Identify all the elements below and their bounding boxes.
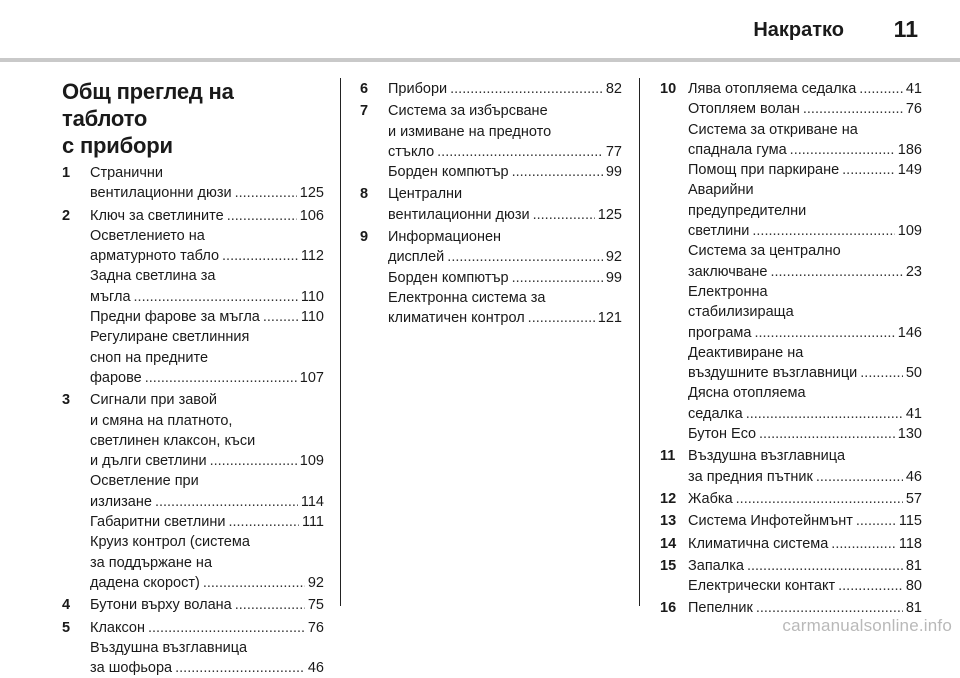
page-reference[interactable]: 81 xyxy=(905,557,922,574)
entry-line xyxy=(388,79,622,99)
callout-number: 15 xyxy=(660,557,677,574)
entry-line xyxy=(688,446,922,466)
dot-leader xyxy=(222,246,298,266)
callout-number: 8 xyxy=(360,186,369,203)
page-number: 11 xyxy=(893,16,918,42)
entry-line xyxy=(688,511,922,531)
page-reference[interactable]: 82 xyxy=(605,81,622,97)
entry-line xyxy=(388,142,622,162)
entry-line xyxy=(90,163,324,183)
section-title-line: с прибори xyxy=(62,133,173,158)
entry-line xyxy=(90,658,324,678)
index-entry xyxy=(62,618,324,678)
dot-leader xyxy=(450,79,603,99)
entry-text: климатичен контрол xyxy=(388,310,525,327)
callout-number: 13 xyxy=(660,513,677,530)
dot-leader xyxy=(746,404,903,424)
dot-leader xyxy=(512,162,603,182)
entry-text: Информационен xyxy=(388,229,502,246)
entry-text: Странични xyxy=(90,165,164,181)
page-reference[interactable]: 107 xyxy=(299,369,324,386)
index-entry xyxy=(360,79,622,99)
page-reference[interactable]: 118 xyxy=(898,535,922,552)
entry-line xyxy=(388,288,622,308)
entry-line xyxy=(688,404,922,424)
entry-text: дисплей xyxy=(388,249,445,266)
entry-line xyxy=(688,556,922,576)
entry-line xyxy=(388,227,622,247)
page-reference[interactable]: 125 xyxy=(299,185,324,202)
page-reference[interactable]: 114 xyxy=(300,493,324,510)
column-middle xyxy=(360,78,622,329)
entry-text: Борден компютър xyxy=(388,269,509,286)
header-divider xyxy=(0,58,960,62)
entry-text: Жабка xyxy=(688,490,733,507)
entry-line xyxy=(90,411,324,431)
entry-line xyxy=(388,247,622,267)
entry-line xyxy=(388,308,622,328)
page-reference[interactable]: 46 xyxy=(905,468,922,485)
entry-text: Клаксон xyxy=(90,619,145,636)
page-reference[interactable]: 41 xyxy=(905,81,922,97)
entry-text: Регулиране светлинния xyxy=(90,329,250,346)
index-entry xyxy=(360,101,622,182)
entry-text: за поддържане на xyxy=(90,554,213,571)
entry-text: и измиване на предното xyxy=(388,123,552,140)
callout-number: 11 xyxy=(660,448,676,465)
entry-text: заключване xyxy=(688,263,768,280)
entry-text: Отопляем волан xyxy=(688,101,800,118)
page-reference[interactable]: 111 xyxy=(301,514,324,531)
entry-line xyxy=(90,348,324,368)
entry-line xyxy=(388,162,622,182)
entry-line xyxy=(90,451,324,471)
page-reference[interactable]: 109 xyxy=(299,453,324,470)
entry-text: Габаритни светлини xyxy=(90,514,226,531)
entry-line xyxy=(688,140,922,160)
index-list xyxy=(62,163,324,678)
entry-text: мъгла xyxy=(90,288,131,305)
section-title-line: Общ преглед на таблото xyxy=(62,79,234,131)
entry-line xyxy=(688,79,922,99)
page-reference[interactable]: 110 xyxy=(300,288,324,305)
dot-leader xyxy=(155,492,298,512)
page-reference[interactable]: 76 xyxy=(905,101,922,118)
callout-number: 10 xyxy=(660,81,677,97)
entry-text: програма xyxy=(688,324,752,341)
dot-leader xyxy=(210,451,297,471)
index-entry xyxy=(660,511,922,531)
dot-leader xyxy=(227,206,297,226)
dot-leader xyxy=(803,99,903,119)
entry-text: Деактивиране на xyxy=(688,344,804,361)
entry-text: Дясна отопляема xyxy=(688,385,806,402)
entry-text: сноп на предните xyxy=(90,349,209,366)
dot-leader xyxy=(816,467,903,487)
entry-line xyxy=(90,532,324,552)
entry-line xyxy=(688,241,922,261)
dot-leader xyxy=(747,556,903,576)
index-entry xyxy=(660,534,922,554)
entry-text: спаднала гума xyxy=(688,141,787,158)
entry-line xyxy=(388,122,622,142)
dot-leader xyxy=(263,307,298,327)
watermark: carmanualsonline.info xyxy=(782,616,952,635)
entry-line xyxy=(688,467,922,487)
index-entry xyxy=(62,206,324,389)
callout-number: 6 xyxy=(360,81,369,97)
entry-line xyxy=(90,246,324,266)
column-left xyxy=(62,78,324,678)
entry-line xyxy=(388,184,622,204)
entry-text: Въздушна възглавница xyxy=(90,639,248,656)
column-divider xyxy=(639,78,640,606)
page-reference[interactable]: 130 xyxy=(897,426,922,443)
page-reference[interactable]: 77 xyxy=(605,143,622,160)
index-list xyxy=(360,79,622,329)
entry-line xyxy=(90,287,324,307)
entry-text: Прибори xyxy=(388,81,448,97)
entry-line xyxy=(688,180,922,200)
entry-line xyxy=(90,307,324,327)
dot-leader xyxy=(148,618,305,638)
entry-text: Бутони върху волана xyxy=(90,597,232,614)
entry-text: Централни xyxy=(388,186,463,203)
entry-line xyxy=(688,201,922,221)
entry-line xyxy=(90,573,324,593)
dot-leader xyxy=(437,142,603,162)
page-reference[interactable]: 23 xyxy=(905,263,922,280)
dot-leader xyxy=(175,658,305,678)
dot-leader xyxy=(235,595,305,615)
dot-leader xyxy=(838,576,903,596)
entry-line xyxy=(688,282,922,302)
entry-text: Пепелник xyxy=(688,600,753,617)
entry-text: Осветление при xyxy=(90,473,199,490)
entry-line xyxy=(90,431,324,451)
page-reference[interactable]: 115 xyxy=(898,513,922,530)
entry-line xyxy=(90,226,324,246)
entry-line xyxy=(688,262,922,282)
entry-line xyxy=(688,120,922,140)
entry-text: Предни фарове за мъгла xyxy=(90,309,260,326)
callout-number: 9 xyxy=(360,229,369,246)
entry-text: Лява отопляема седалка xyxy=(688,81,857,97)
entry-line xyxy=(90,183,324,203)
callout-number: 2 xyxy=(62,207,71,224)
entry-text: Сигнали при завой xyxy=(90,392,217,409)
entry-text: дадена скорост) xyxy=(90,574,200,591)
dot-leader xyxy=(754,323,894,343)
entry-line xyxy=(388,268,622,288)
entry-text: и смяна на платното, xyxy=(90,412,233,429)
page-reference[interactable]: 125 xyxy=(597,206,622,223)
page-reference[interactable]: 76 xyxy=(307,619,324,636)
section-title xyxy=(62,78,324,159)
dot-leader xyxy=(235,183,297,203)
entry-line xyxy=(688,424,922,444)
entry-text: арматурното табло xyxy=(90,248,220,265)
entry-line xyxy=(688,363,922,383)
page-reference[interactable]: 149 xyxy=(897,162,922,179)
dot-leader xyxy=(447,247,603,267)
entry-text: Ключ за светлините xyxy=(90,207,224,224)
running-header-title: Накратко xyxy=(753,19,844,41)
column-right xyxy=(660,78,922,619)
dot-leader xyxy=(752,221,894,241)
entry-line xyxy=(688,489,922,509)
page-reference[interactable]: 41 xyxy=(905,405,922,422)
entry-text: Борден компютър xyxy=(388,164,509,181)
index-entry xyxy=(360,184,622,225)
entry-line xyxy=(688,576,922,596)
entry-text: Електрически контакт xyxy=(688,578,836,595)
entry-text: светлинен клаксон, къси xyxy=(90,432,256,449)
entry-line xyxy=(90,368,324,388)
callout-number: 4 xyxy=(62,597,71,614)
page-reference[interactable]: 109 xyxy=(897,223,922,240)
entry-line xyxy=(90,595,324,615)
dot-leader xyxy=(512,268,603,288)
entry-text: седалка xyxy=(688,405,743,422)
entry-line xyxy=(90,512,324,532)
entry-line xyxy=(688,323,922,343)
dot-leader xyxy=(860,363,903,383)
callout-number: 16 xyxy=(660,600,677,617)
page-reference[interactable]: 75 xyxy=(307,597,324,614)
entry-text: стабилизираща xyxy=(688,304,794,321)
entry-text: Електронна система за xyxy=(388,289,546,306)
page-reference[interactable]: 146 xyxy=(897,324,922,341)
dot-leader xyxy=(145,368,297,388)
entry-text: и дълги светлини xyxy=(90,453,207,470)
entry-line xyxy=(688,383,922,403)
dot-leader xyxy=(859,79,903,99)
dot-leader xyxy=(831,534,896,554)
entry-line xyxy=(688,343,922,363)
entry-text: светлини xyxy=(688,223,750,240)
index-list xyxy=(660,79,922,619)
entry-line xyxy=(688,534,922,554)
page-reference[interactable]: 46 xyxy=(307,660,324,677)
entry-line xyxy=(688,160,922,180)
entry-text: Задна светлина за xyxy=(90,268,216,285)
entry-text: Аварийни xyxy=(688,182,754,199)
page-reference[interactable]: 99 xyxy=(605,269,622,286)
entry-line xyxy=(90,553,324,573)
dot-leader xyxy=(770,262,902,282)
entry-text: Помощ при паркиране xyxy=(688,162,840,179)
column-divider xyxy=(340,78,341,606)
page-reference[interactable]: 106 xyxy=(299,207,324,224)
index-entry xyxy=(62,163,324,204)
index-entry xyxy=(660,489,922,509)
entry-text: въздушните възглавници xyxy=(688,365,858,382)
entry-text: Осветлението на xyxy=(90,227,205,244)
index-entry xyxy=(660,446,922,487)
dot-leader xyxy=(759,424,895,444)
entry-text: Система за избърсване xyxy=(388,103,548,120)
dot-leader xyxy=(228,512,299,532)
page-reference[interactable]: 186 xyxy=(897,141,922,158)
page-reference[interactable]: 57 xyxy=(905,490,922,507)
entry-line xyxy=(388,101,622,121)
page-reference[interactable]: 92 xyxy=(307,574,324,591)
callout-number: 12 xyxy=(660,490,677,507)
dot-leader xyxy=(528,308,595,328)
dot-leader xyxy=(856,511,896,531)
callout-number: 14 xyxy=(660,535,677,552)
entry-text: Система Инфотейнмънт xyxy=(688,513,853,530)
entry-text: Бутон Eco xyxy=(688,426,757,443)
entry-text: вентилационни дюзи xyxy=(90,185,232,202)
page-header xyxy=(0,0,960,58)
entry-line xyxy=(90,618,324,638)
entry-line xyxy=(688,99,922,119)
page-reference[interactable]: 112 xyxy=(300,248,324,265)
page-reference[interactable]: 99 xyxy=(605,164,622,181)
entry-line xyxy=(90,266,324,286)
dot-leader xyxy=(736,489,903,509)
page-reference[interactable]: 110 xyxy=(300,309,324,326)
page-reference[interactable]: 121 xyxy=(597,310,622,327)
index-entry xyxy=(62,595,324,615)
entry-line xyxy=(90,327,324,347)
entry-line xyxy=(688,302,922,322)
entry-text: за шофьора xyxy=(90,660,173,677)
entry-text: Климатична система xyxy=(688,535,829,552)
entry-text: излизане xyxy=(90,493,152,510)
dot-leader xyxy=(790,140,895,160)
entry-text: фарове xyxy=(90,369,142,386)
entry-text: Система за централно xyxy=(688,243,841,260)
dot-leader xyxy=(203,573,305,593)
callout-number: 3 xyxy=(62,392,71,409)
index-entry xyxy=(660,556,922,597)
index-entry xyxy=(62,390,324,593)
index-entry xyxy=(660,79,922,444)
page-reference[interactable]: 81 xyxy=(905,600,922,617)
index-entry xyxy=(360,227,622,328)
page-reference[interactable]: 80 xyxy=(905,578,922,595)
entry-line xyxy=(90,390,324,410)
entry-text: вентилационни дюзи xyxy=(388,206,530,223)
entry-line xyxy=(388,205,622,225)
page-reference[interactable]: 50 xyxy=(905,365,922,382)
callout-number: 1 xyxy=(62,165,71,181)
entry-line xyxy=(90,471,324,491)
entry-text: Въздушна възглавница xyxy=(688,448,846,465)
entry-text: Круиз контрол (система xyxy=(90,534,250,551)
dot-leader xyxy=(842,160,895,180)
entry-text: стъкло xyxy=(388,143,435,160)
entry-text: предупредителни xyxy=(688,202,807,219)
callout-number: 7 xyxy=(360,103,369,120)
entry-text: Електронна xyxy=(688,283,768,300)
entry-line xyxy=(90,492,324,512)
entry-line xyxy=(688,221,922,241)
entry-text: Запалка xyxy=(688,557,744,574)
entry-text: за предния пътник xyxy=(688,468,813,485)
callout-number: 5 xyxy=(62,619,71,636)
page-reference[interactable]: 92 xyxy=(605,249,622,266)
dot-leader xyxy=(134,287,298,307)
entry-line xyxy=(90,638,324,658)
dot-leader xyxy=(533,205,595,225)
entry-line xyxy=(90,206,324,226)
entry-text: Система за откриване на xyxy=(688,121,858,138)
